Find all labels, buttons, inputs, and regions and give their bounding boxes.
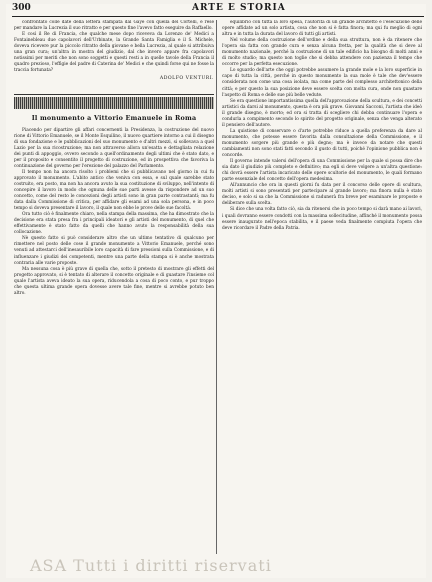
right-column xyxy=(222,20,422,556)
body-paragraph: Nel volume della costruzione dell'ordine e della sua struttura, non è da ritenere che l'opera sia fatta con grande cura e senza alcuna fretta, per la qualità che si deve al monumento nazionale, perché la costruzione di un tale edificio ha bisogno di molti anni e di molto studio; ma questo non toglie che si debba attendere con pazienza il tempo che occorre per la perfetta esecuzione. xyxy=(222,38,422,68)
body-paragraph: Nè questo fatto si può considerare altro che un ultimo tentativo di qualcuno per rimettere nel posto delle cose il grande monumento a Vittorio Emanuele, perché sono venuti ad attestarci dell'inesauribile loro capacità di fare pressioni sulla Commissione, e di influenzare i giudizi dei competenti, mentre una parte della stampa si è anche mostrata contraria alle varie proposte. xyxy=(14,236,214,266)
column-divider xyxy=(216,20,217,554)
author-signature: ADOLFO VENTURI. xyxy=(159,76,214,82)
left-column xyxy=(14,20,214,550)
intro-paragraph: E così il Re di Francia, che qualche mese dopo riceveva da Lorenzo de' Medici a Fontainebleau due capolavori dell'Urbinate, la Grande Santa Famiglia e il S. Michele, doveva ricevere pur la piccolo ritratto della giovane e bella Lucrezia, al quale si attribuiva una gran cura; un'altra in mostra del giudizio, dal che invero appare fra capolavori notissimi per meriti che non sono soggetti e questi resti a in quelle tavole della Francia il quadro prezioso, l'effigie del padre di Caterina de' Medici e che quindi forse qui ne fosse la traccia fortunata? xyxy=(14,32,214,74)
body-paragraph: Se era questione importantissima quella dell'approvazione della scultura, e dei concetti artistici da darsi al monumento, questa è ora più grave. Giovanni Sacconi, l'artista che ideò il grande disegno, è morto; ed ora si tratta di scegliere chi debba continuare l'opera e condurla a compimento secondo lo spirito del progetto originale, senza che venga alterato il pensiero dell'autore. xyxy=(222,98,422,128)
body-paragraph: Si dice che una volta fatto ciò, sia da ritenersi che in poco tempo si darà mano ai lavori, i quali dovranno essere condotti con la massima sollecitudine, affinché il monumento possa essere inaugurato nell'epoca stabilita, e il paese veda finalmente compiuta l'opera che deve ricordare il Padre della Patria. xyxy=(222,207,422,231)
decorative-band xyxy=(14,97,214,109)
body-paragraph: La quistione di conservare o d'arte potrebbe riduce a quella preferenza da dare al monumento, che potesse essere favorita dalla consultazione della Commissione, e il monumento sorgere più grande e più degno; ma è invece da notare che questi cambiamenti non sono stati fatti secondo il gusto di tutti, poiché l'opinione pubblica non è concorde. xyxy=(222,128,422,159)
page-number: 300 xyxy=(12,3,31,13)
body-paragraph: Il tempo non ha ancora risolto i problemi che si pubblicavano nel giorno in cui fu approvato il monumento. L'abito antico che veniva con essa, e sul quale sarebbe stato costruito, era posto, ma non ha ancora avuto la sua costituzione di sviluppo, nell'intento di concepire il lavoro in modo che ognuna delle sue parti avesse da rispondere ad un suo concetto, come del resto le concezioni degli artisti sono in gran parte contrastanti; ma fu data dalla Commissione di critica, per affidare gli esami ad una sola persona, e in poco tempo si doveva presentare il lavoro, il quale non ebbe le prove delle sue facoltà. xyxy=(14,169,214,212)
section-divider xyxy=(14,94,214,95)
body-paragraph: Ma nessuna cosa è più grave di quella che, sotto il pretesto di mostrare gli effetti del progetto approvato, si è tentato di alterare il concetto originale e di guastare l'insieme col quale l'artista aveva ideato la sua opera, riducendola a cosa di poco conto, e pur troppo che questa ultima grande opera dovesse avere tale fine, mentre si avrebbe potuto ben altro. xyxy=(14,266,214,296)
journal-title: ARTE E STORIA xyxy=(192,3,286,13)
page-header xyxy=(12,2,424,17)
body-paragraph: All'annuncio che ora in questi giorni fu data per il concorso delle opere di scultura, molti artisti si sono presentati per partecipare al grande lavoro; ma finora nulla è stato deciso, e solo si sa che la Commissione si radunerà fra breve per esaminare le proposte e deliberare sulla scelta. xyxy=(222,183,422,207)
body-paragraph: Lo sguardo dell'arte che oggi potrebbe assumere la grande mole e la loro superficie in capo di tutta la città, perché in questo monumento la sua mole è tale che dev'essere considerata non come una cosa isolata, ma come parte del complesso architettonico della città; e per questo la sua posizione deve essere scelta con molta cura, onde non guastare l'aspetto di Roma e delle sue più belle vedute. xyxy=(222,68,422,98)
intro-paragraph: confrontato colle date della lettera stampata dal Gaye con quella del Cortelli, e rese per mandare la Lucrezia il suo ritratto e per questo fine l'avevo fatto eseguire da Raffaello. xyxy=(14,20,214,32)
body-paragraph: Ora tutto ciò è finalmente chiaro, nella stampa della massima, che ha dimostrato che la decisione era stata presa fra i principali ideatori e gli artisti del monumento, di quel che effettivamente è stato fatto da quelli che hanno avuto la responsabilità della sua collocazione. xyxy=(14,212,214,236)
copyright-watermark: ASA Tutti i diritti riservati xyxy=(30,556,272,575)
article-title: Il monumento a Vittorio Emanuele in Roma xyxy=(31,114,197,123)
body-paragraph: equilibrio con tutta la loro spesa, l'autorità di un grande architetto e l'esecuzione delle opere affidate ad un solo artista, cosa che non si è fatta finora; ma qui fu meglio di ogni altra e in tutta la durata del lavoro di tutti gli artisti. xyxy=(222,20,422,38)
body-paragraph: Il governo intende valersi dell'opera di una Commissione per la quale si possa dire che sia dato il giudizio più completo e definitivo; ma egli si deve volgere a un'altra questione: chi dovrà essere l'artista incaricato delle opere scultorie del monumento, le quali formano parte essenziale del concetto dell'opera medesima. xyxy=(222,159,422,183)
body-paragraph: Piacendo per dipartire gli affari concernenti la Presidenza, la costruzione del nuovo rione di Vittorio Emanuele, se il Monte Esquilino, il nuovo quartiere intorno a cui il disegno di sua fondazione e le pubblicazioni del suo monumento e d'altri mezzi, si sollevava a quel Lazio per la sua ricostruzione; ma non attraverso allora un'esatta e dettagliata relazione dei punti di appoggio, ovvero secondo a quell'ordinamento degli ultimi che è stato dato, e per il proposito e consentito il progetto di costruzione, ed in prospettiva che favoriva la continuazione del governo per l'erezione del palazzo del Parlamento. xyxy=(14,127,214,169)
